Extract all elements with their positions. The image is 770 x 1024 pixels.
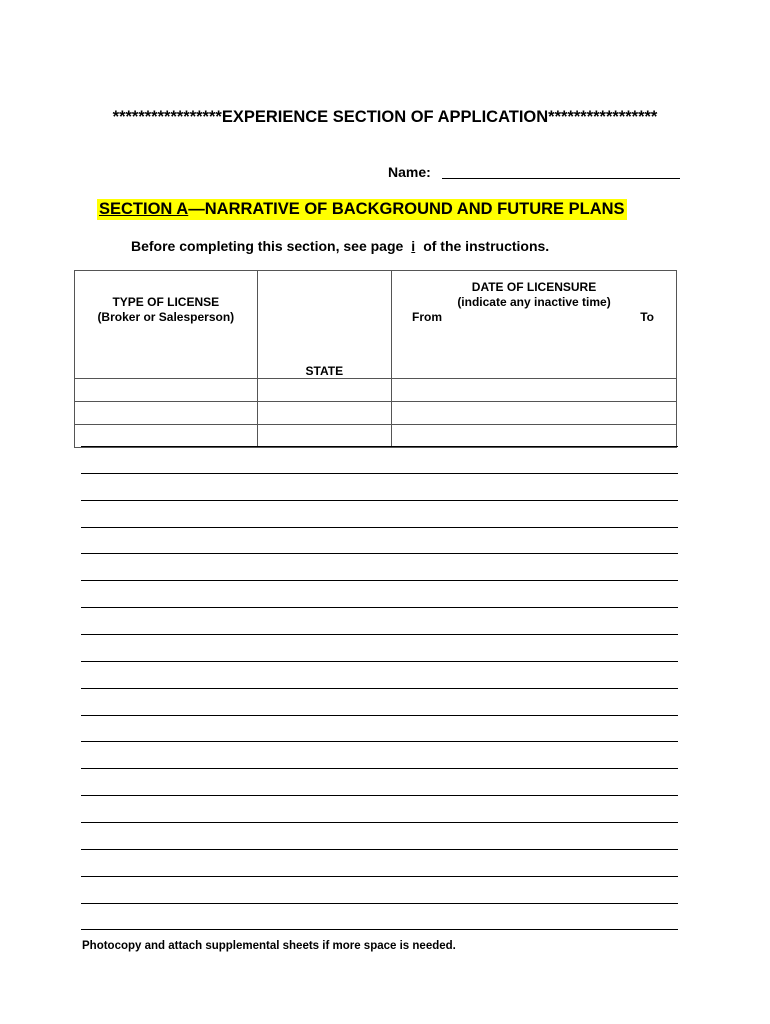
narrative-line[interactable] [81, 580, 678, 581]
date-of-licensure-label: DATE OF LICENSURE [471, 280, 597, 294]
table-row [75, 425, 677, 448]
instructions-before: Before completing this section, see page [131, 238, 404, 254]
section-a-title: —NARRATIVE OF BACKGROUND AND FUTURE PLANS [188, 200, 625, 218]
broker-salesperson-label: (Broker or Salesperson) [97, 310, 235, 324]
narrative-line[interactable] [81, 500, 678, 501]
narrative-line[interactable] [81, 768, 678, 769]
narrative-line[interactable] [81, 795, 678, 796]
state-label: STATE [305, 364, 344, 378]
narrative-line[interactable] [81, 929, 678, 930]
license-type-cell[interactable] [75, 379, 258, 402]
table-row [75, 402, 677, 425]
license-type-cell[interactable] [75, 425, 258, 448]
state-header [257, 271, 391, 379]
licensure-date-cell[interactable] [392, 402, 677, 425]
narrative-line[interactable] [81, 634, 678, 635]
name-label: Name: [388, 164, 431, 180]
type-of-license-header [75, 271, 258, 379]
from-label: From [412, 310, 443, 324]
narrative-line[interactable] [81, 607, 678, 608]
narrative-line[interactable] [81, 661, 678, 662]
inactive-time-label: (indicate any inactive time) [457, 295, 611, 309]
narrative-line[interactable] [81, 876, 678, 877]
instructions-text [131, 238, 549, 254]
to-label: To [640, 310, 654, 324]
instructions-page-ref: i [411, 238, 416, 254]
table-header-row [75, 271, 677, 379]
page-title: *****************EXPERIENCE SECTION OF APPLICATION***************** [112, 108, 658, 126]
state-cell[interactable] [257, 425, 391, 448]
narrative-line[interactable] [81, 741, 678, 742]
from-to-row [392, 310, 676, 326]
license-type-cell[interactable] [75, 402, 258, 425]
narrative-line[interactable] [81, 715, 678, 716]
table-row [75, 379, 677, 402]
section-a-heading [97, 199, 627, 220]
state-cell[interactable] [257, 402, 391, 425]
state-cell[interactable] [257, 379, 391, 402]
type-of-license-label: TYPE OF LICENSE [112, 295, 220, 309]
licensure-date-cell[interactable] [392, 425, 677, 448]
narrative-line[interactable] [81, 849, 678, 850]
narrative-line[interactable] [81, 903, 678, 904]
licensure-date-cell[interactable] [392, 379, 677, 402]
narrative-line[interactable] [81, 446, 678, 447]
narrative-line[interactable] [81, 527, 678, 528]
narrative-line[interactable] [81, 688, 678, 689]
narrative-line[interactable] [81, 473, 678, 474]
footer-note: Photocopy and attach supplemental sheets if more space is needed. [82, 940, 456, 952]
narrative-line[interactable] [81, 822, 678, 823]
narrative-line[interactable] [81, 553, 678, 554]
date-of-licensure-header [392, 271, 677, 379]
instructions-after: of the instructions. [423, 238, 550, 254]
section-a-prefix: SECTION A [99, 200, 189, 218]
licensure-table [74, 270, 677, 448]
name-field[interactable] [442, 178, 680, 179]
